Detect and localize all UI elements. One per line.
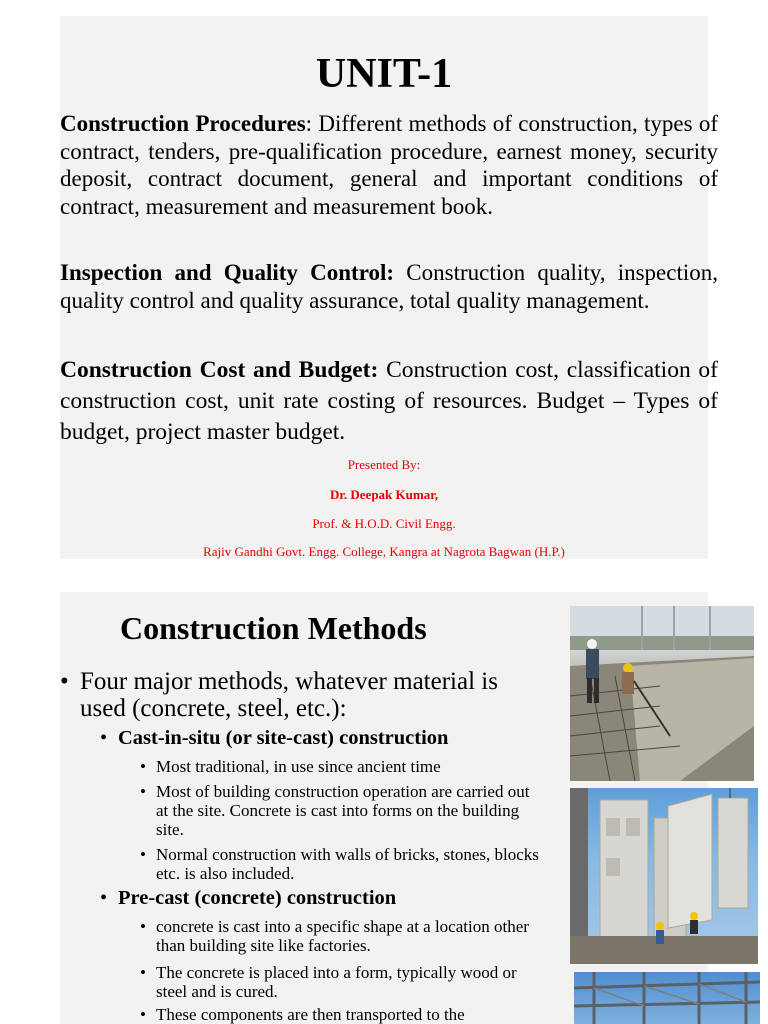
presenter-designation: Prof. & H.O.D. Civil Engg.: [312, 516, 456, 531]
list-item: • Most traditional, in use since ancient time: [140, 757, 441, 776]
section-heading: Inspection and Quality Control:: [60, 260, 395, 285]
bullet-icon: •: [100, 727, 108, 749]
bullet-icon: •: [140, 1005, 146, 1024]
bullet-icon: •: [140, 757, 146, 776]
list-item: • The concrete is placed into a form, typically wood or steel and is cured.: [140, 963, 517, 1001]
section-inspection-quality-control: [60, 259, 718, 314]
list-item: • These components are then transported to the: [140, 1005, 465, 1024]
bullet-icon: •: [100, 887, 108, 909]
presenter-institution: Rajiv Gandhi Govt. Engg. College, Kangra at Nagrota Bagwan (H.P.): [203, 544, 565, 559]
section-heading: Construction Cost and Budget:: [60, 357, 379, 383]
list-item: • Most of building construction operation are carried out at the site. Concrete is cast into forms on the building site.: [140, 782, 530, 839]
bullet-icon: •: [140, 782, 146, 801]
section-text: Construction quality, inspection, quality control and quality assurance, total quality management.: [60, 260, 718, 313]
steel-frame-photo: [574, 972, 760, 1024]
section-text: Different methods of construction, types of contract, tenders, pre-qualification procedure, earnest money, security deposit, contract document, general and important conditions of contract, measurement and measurement book.: [60, 111, 719, 219]
section-heading: Construction Procedures: [60, 111, 306, 136]
section-construction-cost-budget: [60, 355, 718, 448]
method-pre-cast: • Pre-cast (concrete) construction: [100, 887, 397, 909]
cast-in-situ-photo: [570, 606, 754, 781]
bullet-icon: •: [60, 668, 69, 695]
precast-panels-illustration: [570, 788, 758, 964]
steel-frame-illustration: [574, 972, 760, 1024]
presented-by-label: Presented By:: [347, 457, 421, 472]
section-text: Construction cost, classification of construction cost, unit rate costing of resources. Budget – Types of budget, project master budget.: [60, 357, 719, 445]
bullet-icon: •: [140, 845, 146, 864]
section-construction-procedures: Construction Procedures: Different methods of construction, types of contract, tenders, pre-qualification procedure, earnest money, security deposit, contract document, general and important conditions of contract, measurement and measurement book.: [60, 111, 719, 219]
bullet-icon: •: [140, 963, 146, 982]
bullet-icon: •: [140, 917, 146, 936]
slide-title: Construction Methods: [120, 610, 427, 646]
slide-unit-1: [60, 16, 719, 559]
bullet-intro: • Four major methods, whatever material is used (concrete, steel, etc.):: [60, 668, 498, 722]
precast-panels-photo: [570, 788, 758, 964]
presenter-name: Dr. Deepak Kumar,: [329, 487, 439, 502]
list-item: • concrete is cast into a specific shape at a location other than building site like factories.: [140, 917, 529, 955]
method-cast-in-situ: • Cast-in-situ (or site-cast) construction: [100, 727, 449, 749]
cast-in-situ-illustration: [570, 606, 754, 781]
list-item: • Normal construction with walls of bricks, stones, blocks etc. is also included.: [140, 845, 539, 883]
slide-title: UNIT-1: [315, 51, 453, 97]
